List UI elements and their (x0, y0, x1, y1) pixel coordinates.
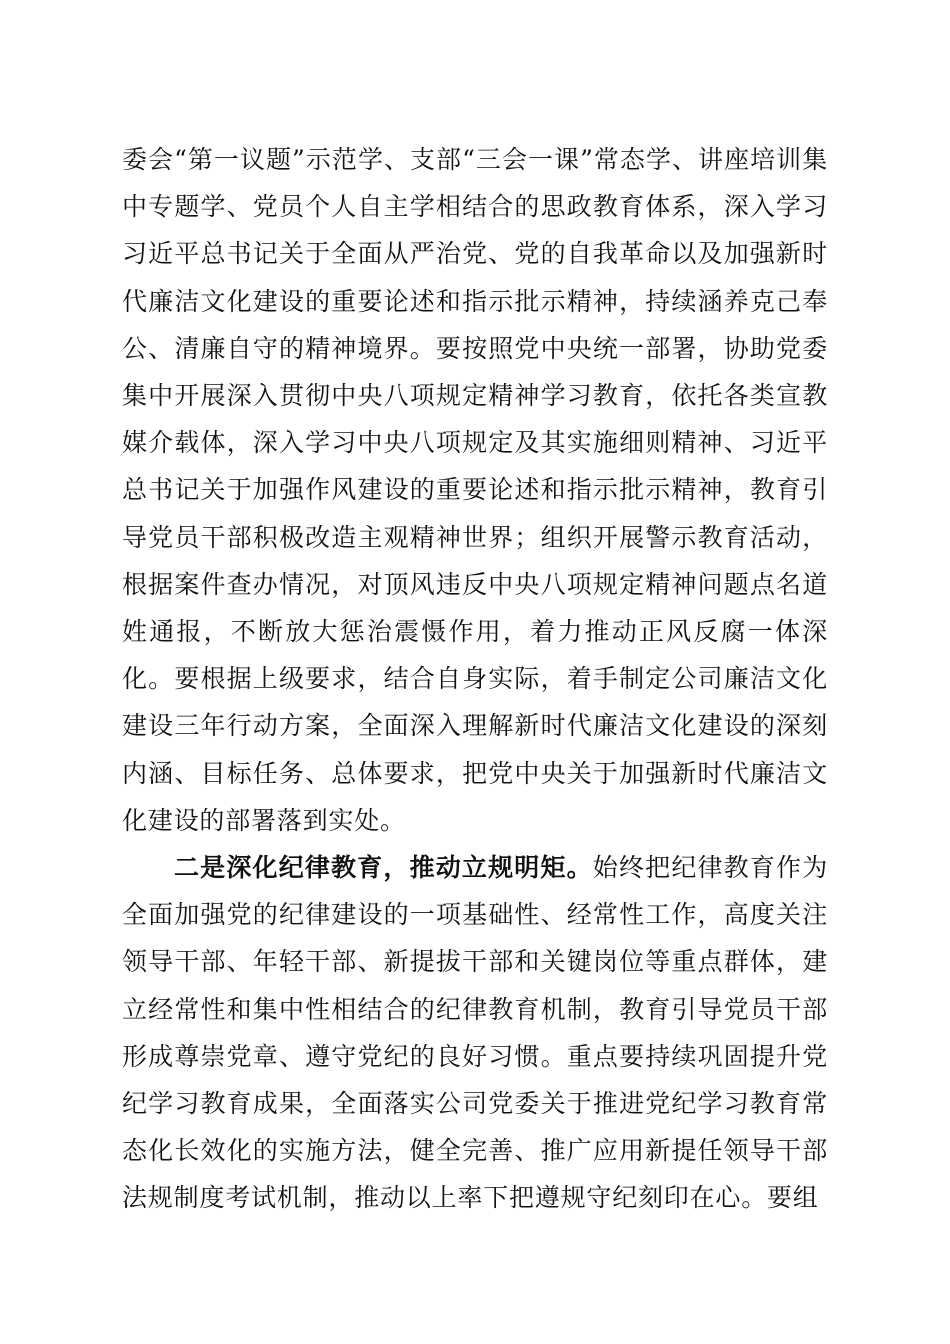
paragraph-1-text: 委会“第一议题”示范学、支部“三会一课”常态学、讲座培训集中专题学、党员个人自主学相结合的思政教育体系，深入学习习近平总书记关于全面从严治党、党的自我革命以及加强新时代廉洁文化建设的重要论述和指示批示精神，持续涵养克己奉公、清廉自守的精神境界。要按照党中央统一部署，协助党委集中开展深入贯彻中央八项规定精神学习教育，依托各类宣教媒介载体，深入学习中央八项规定及其实施细则精神、习近平总书记关于加强作风建设的重要论述和指示批示精神，教育引导党员干部积极改造主观精神世界；组织开展警示教育活动，根据案件查办情况，对顶风违反中央八项规定精神问题点名道姓通报，不断放大惩治震慑作用，着力推动正风反腐一体深化。要根据上级要求，结合自身实际，着手制定公司廉洁文化建设三年行动方案，全面深入理解新时代廉洁文化建设的深刻内涵、目标任务、总体要求，把党中央关于加强新时代廉洁文化建设的部署落到实处。 (122, 145, 828, 835)
paragraph-2 (122, 844, 828, 1222)
document-body (122, 136, 828, 1222)
paragraph-1 (122, 136, 828, 844)
paragraph-2-text: 始终把纪律教育作为全面加强党的纪律建设的一项基础性、经常性工作，高度关注领导干部、年轻干部、新提拔干部和关键岗位等重点群体，建立经常性和集中性相结合的纪律教育机制，教育引导党员干部形成尊崇党章、遵守党纪的良好习惯。重点要持续巩固提升党纪学习教育成果，全面落实公司党委关于推进党纪学习教育常态化长效化的实施方法，健全完善、推广应用新提任领导干部法规制度考试机制，推动以上率下把遵规守纪刻印在心。要组 (122, 853, 828, 1213)
paragraph-2-lead: 二是深化纪律教育，推动立规明矩。 (174, 853, 593, 883)
